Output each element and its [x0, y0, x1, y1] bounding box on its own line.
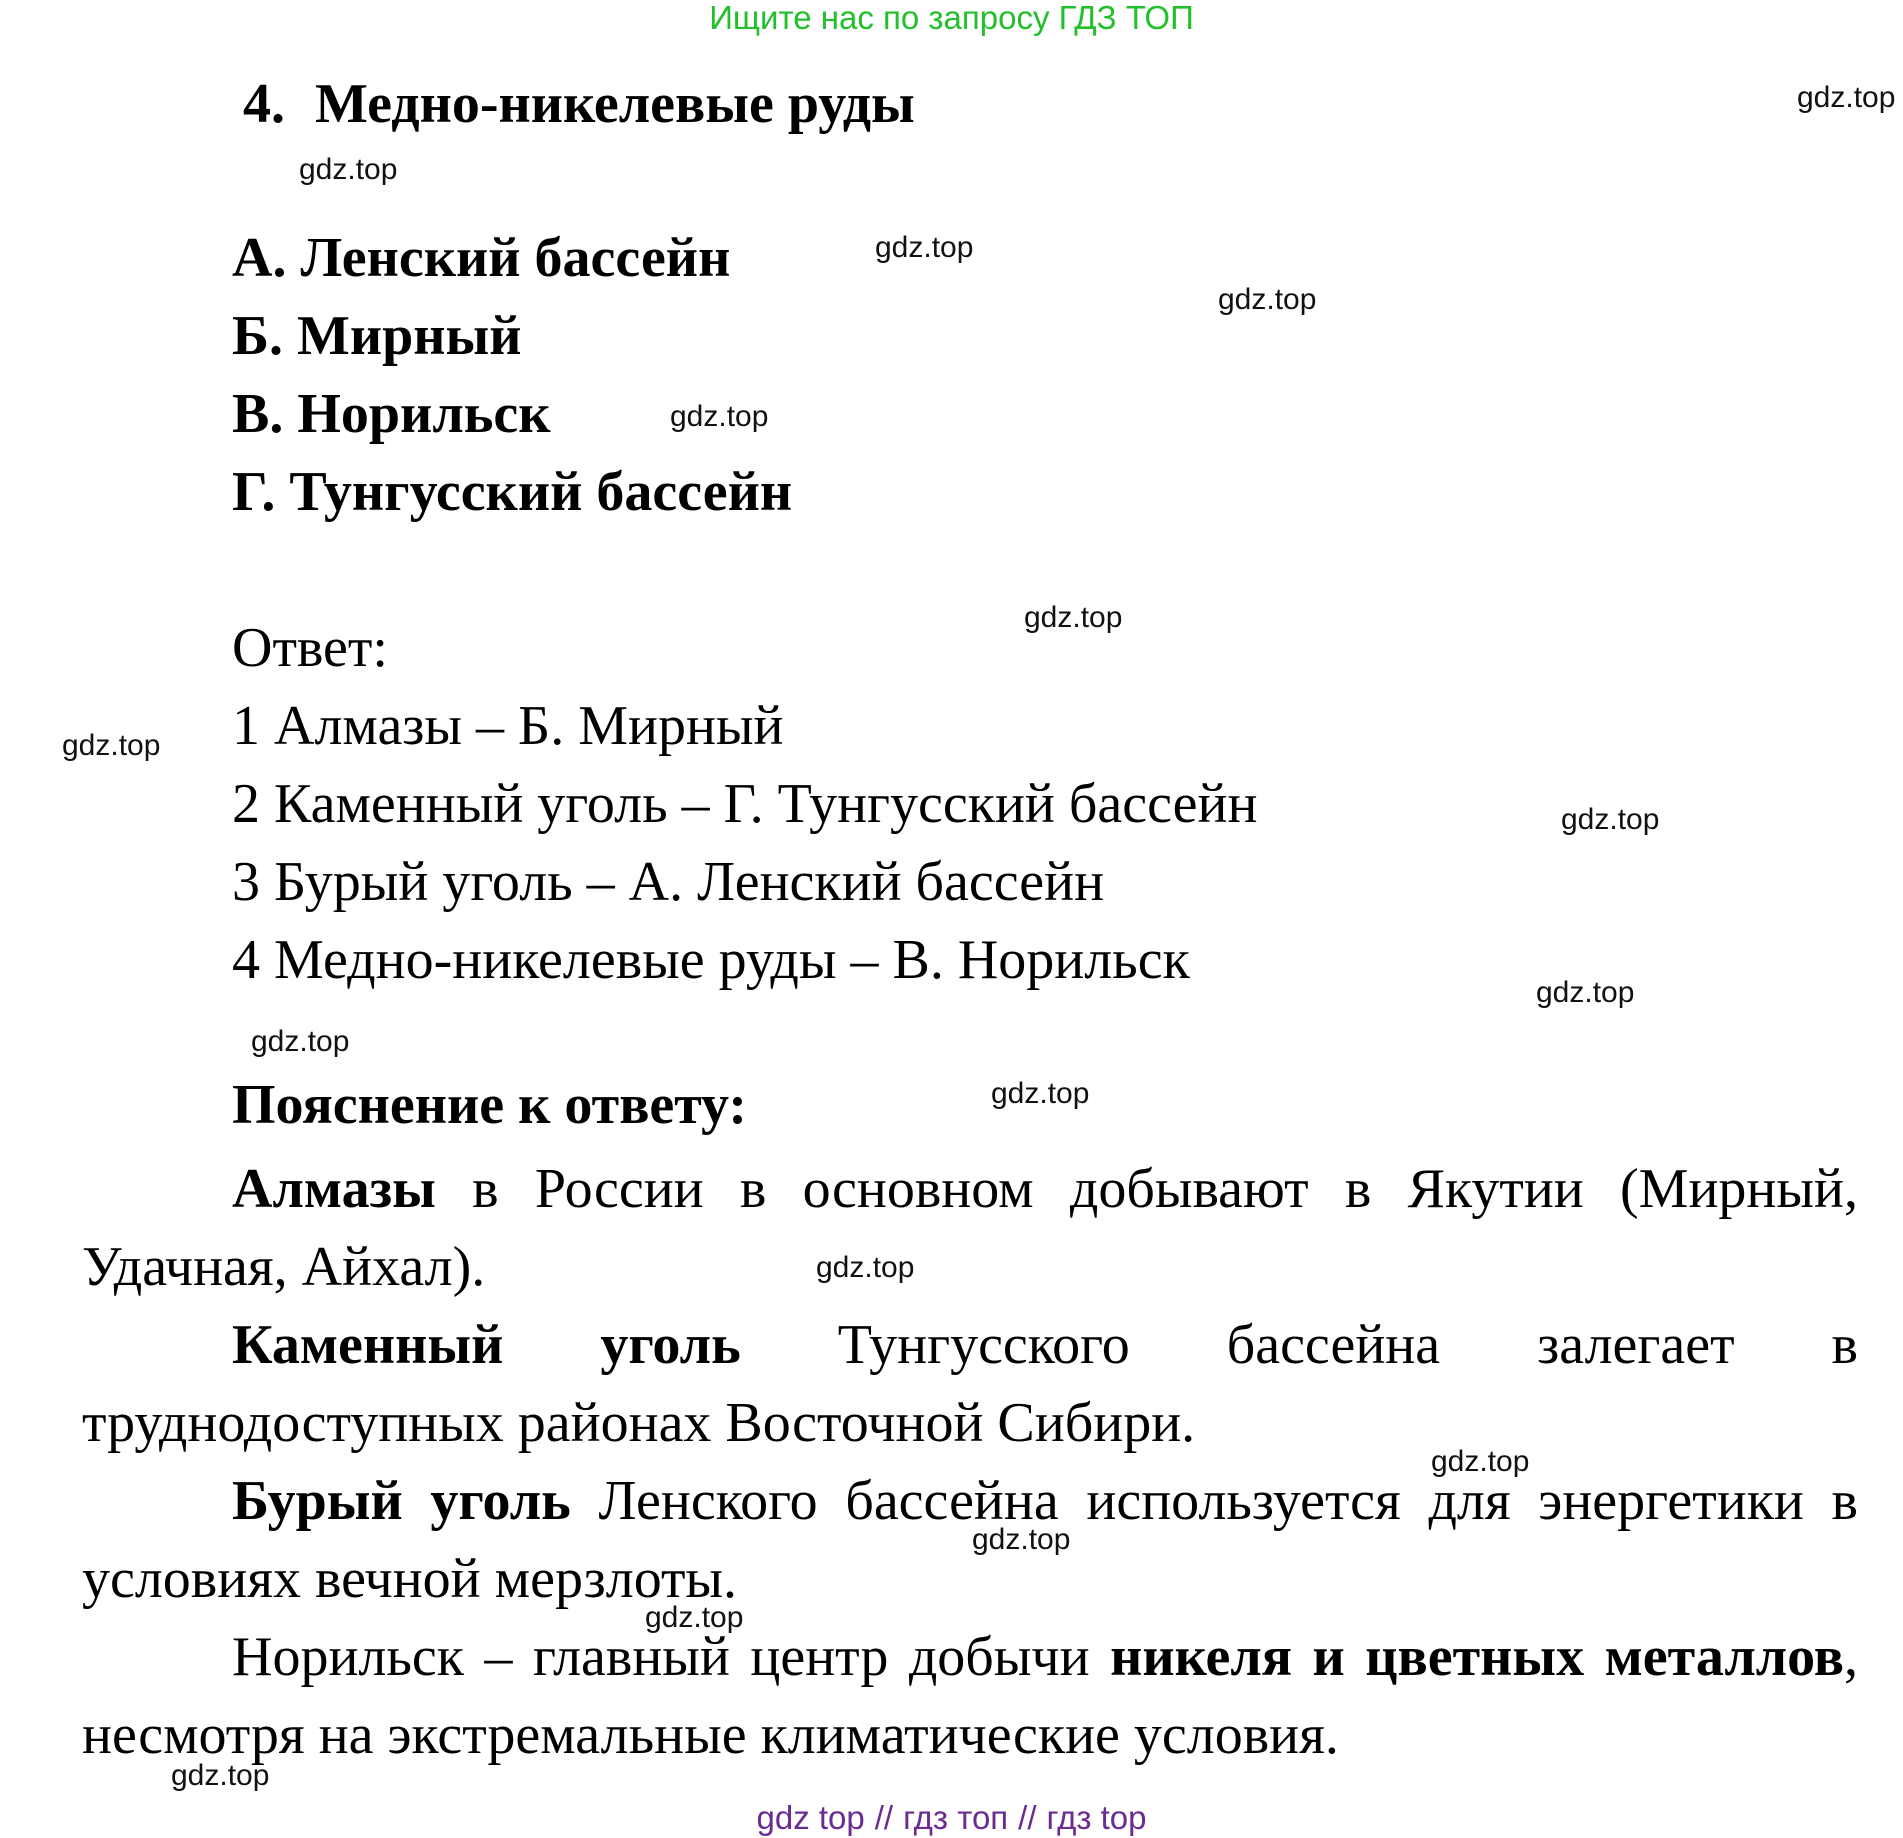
- watermark: gdz.top: [1797, 81, 1896, 114]
- option-d: Г. Тунгусский бассейн: [232, 461, 793, 523]
- task-heading: [243, 72, 915, 136]
- bold-term: Алмазы: [232, 1158, 436, 1220]
- bottom-banner-part-1: gdz top: [756, 1799, 865, 1836]
- answer-line-1: 1 Алмазы – Б. Мирный: [232, 695, 784, 757]
- task-title: Медно-никелевые руды: [315, 73, 915, 135]
- watermark: gdz.top: [171, 1759, 270, 1792]
- top-banner: Ищите нас по запросу ГДЗ ТОП: [709, 0, 1194, 36]
- bottom-banner-separator: //: [874, 1799, 894, 1836]
- bold-term: никеля и цветных металлов: [1110, 1626, 1845, 1688]
- watermark: gdz.top: [251, 1025, 350, 1058]
- watermark: gdz.top: [816, 1251, 915, 1284]
- watermark: gdz.top: [1024, 601, 1123, 634]
- watermark: gdz.top: [991, 1077, 1090, 1110]
- watermark: gdz.top: [1561, 803, 1660, 836]
- bottom-banner-part-2: гдз топ: [903, 1799, 1009, 1836]
- explanation-paragraph-norilsk: [82, 1618, 1858, 1774]
- explanation-title: Пояснение к ответу:: [232, 1074, 747, 1136]
- watermark: gdz.top: [1431, 1445, 1530, 1478]
- watermark: gdz.top: [62, 729, 161, 762]
- watermark: gdz.top: [972, 1523, 1071, 1556]
- bottom-banner: [0, 1800, 1903, 1836]
- paragraph-text: Норильск – главный центр добычи: [232, 1626, 1111, 1688]
- watermark: gdz.top: [670, 400, 769, 433]
- option-a: А. Ленский бассейн: [232, 227, 731, 289]
- explanation-paragraph-diamonds: [82, 1150, 1858, 1306]
- option-c: В. Норильск: [232, 383, 551, 445]
- answer-line-2: 2 Каменный уголь – Г. Тунгусский бассейн: [232, 773, 1258, 835]
- answer-line-3: 3 Бурый уголь – А. Ленский бассейн: [232, 851, 1105, 913]
- bottom-banner-separator: //: [1018, 1799, 1037, 1836]
- paragraph-text: Тунгусского бассейна залегает в труднодоступных районах Восточной Сибири.: [82, 1314, 1858, 1454]
- watermark: gdz.top: [645, 1601, 744, 1634]
- task-number: 4.: [243, 73, 285, 135]
- bold-term: Каменный уголь: [232, 1314, 741, 1376]
- answer-label: Ответ:: [232, 617, 388, 679]
- option-b: Б. Мирный: [232, 305, 522, 367]
- watermark: gdz.top: [299, 153, 398, 186]
- paragraph-text: , несмотря на экстремальные климатические условия.: [82, 1626, 1859, 1766]
- bold-term: Бурый уголь: [232, 1470, 571, 1532]
- explanation-paragraph-coal: [82, 1306, 1858, 1462]
- watermark: gdz.top: [1536, 976, 1635, 1009]
- paragraph-text: Ленского бассейна используется для энергетики в условиях вечной мерзлоты.: [82, 1470, 1858, 1610]
- watermark: gdz.top: [875, 231, 974, 264]
- explanation-paragraph-brown-coal: [82, 1462, 1858, 1618]
- bottom-banner-part-3: гдз top: [1046, 1799, 1147, 1836]
- watermark: gdz.top: [1218, 283, 1317, 316]
- answer-line-4: 4 Медно-никелевые руды – В. Норильск: [232, 929, 1190, 991]
- paragraph-text: в России в основном добывают в Якутии (Мирный, Удачная, Айхал).: [82, 1158, 1858, 1298]
